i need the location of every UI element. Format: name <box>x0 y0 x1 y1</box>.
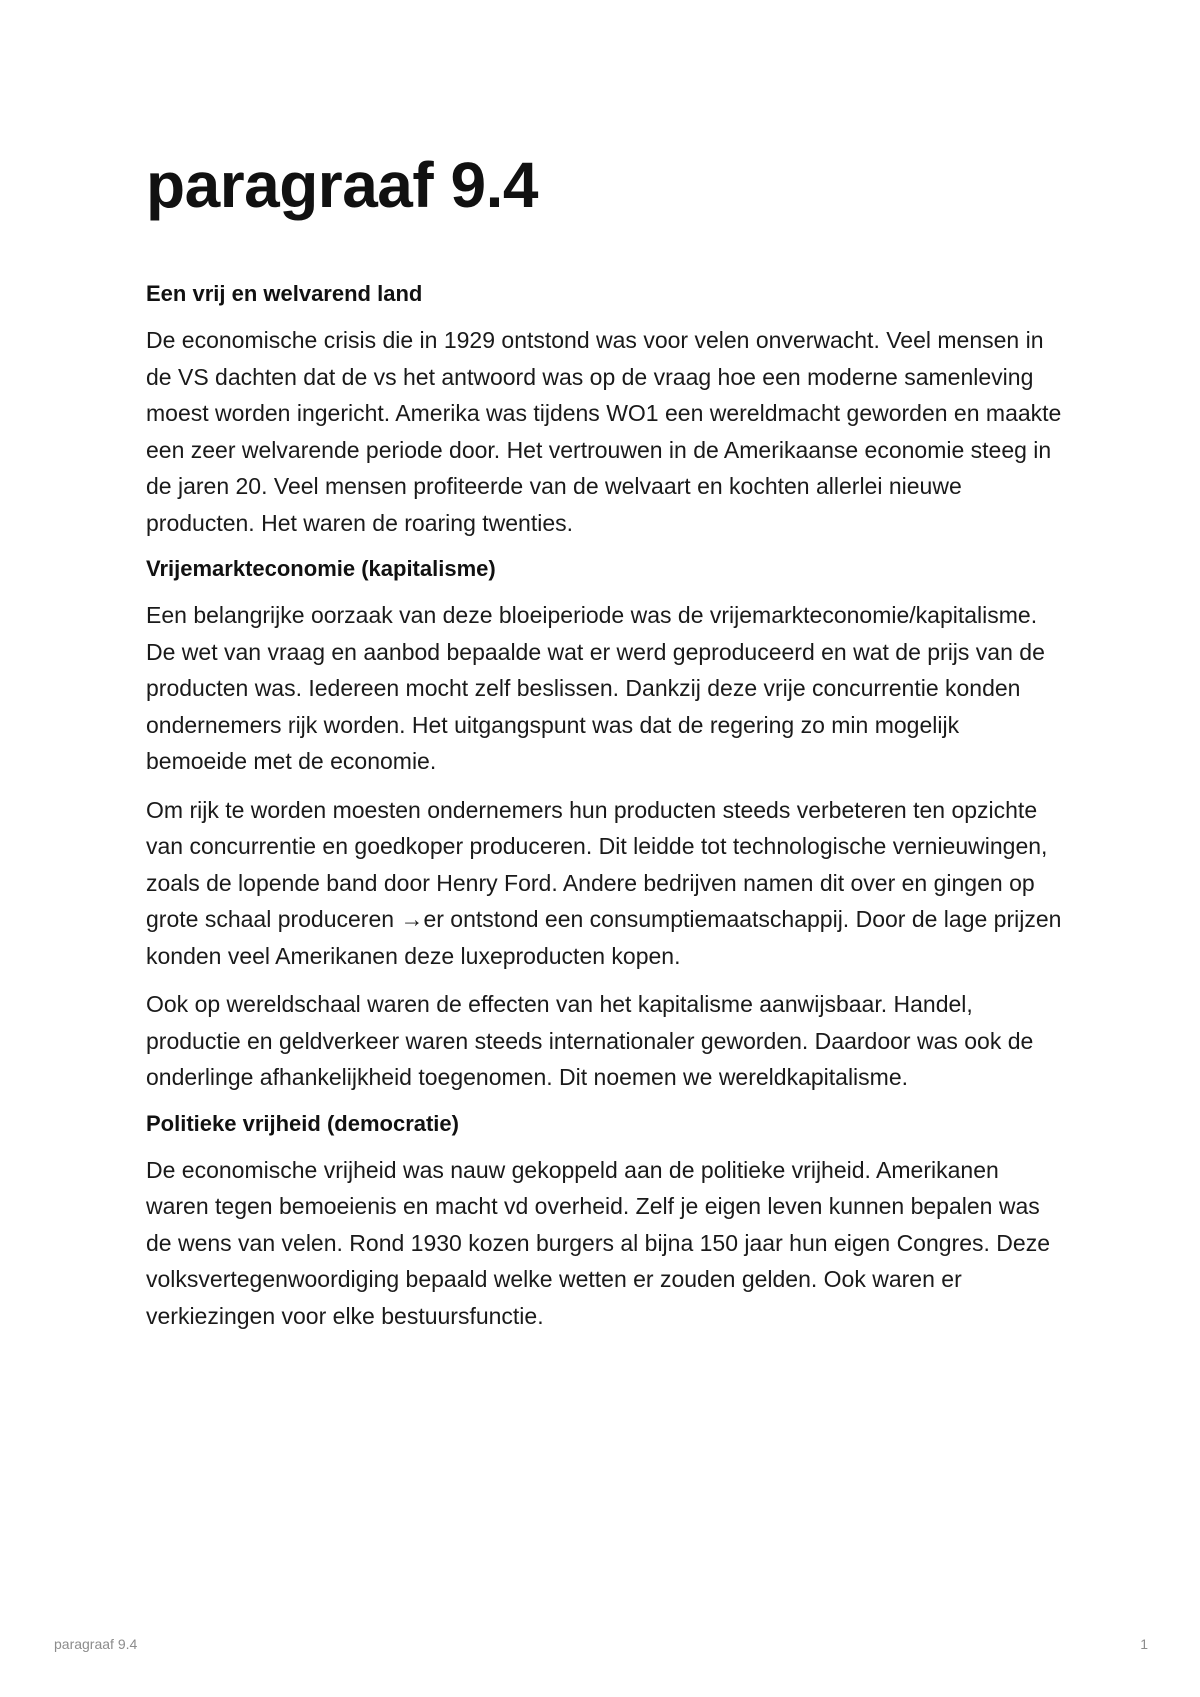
section-politieke-vrijheid <box>146 1108 1066 1335</box>
section-heading: Politieke vrijheid (democratie) <box>146 1110 459 1136</box>
page-content <box>146 150 1066 1346</box>
section-vrijemarkteconomie <box>146 553 1066 1096</box>
section-welvarend-land <box>146 278 1066 541</box>
paragraph: Een belangrijke oorzaak van deze bloeiperiode was de vrijemarkteconomie/kapitalisme. De wet van vraag en aanbod bepaalde wat er werd geproduceerd en wat de prijs van de producten was. Iedereen mocht zelf beslissen. Dankzij deze vrije concurrentie konden ondernemers rijk worden. Het uitgangspunt was dat de regering zo min mogelijk bemoeide met de economie. <box>146 602 1045 775</box>
footer-page-number: 1 <box>1140 1636 1148 1652</box>
paragraph: De economische crisis die in 1929 ontstond was voor velen onverwacht. Veel mensen in de VS dachten dat de vs het antwoord was op de vraag hoe een moderne samenleving moest worden ingericht. Amerika was tijdens WO1 een wereldmacht geworden en maakte een zeer welvarende periode door. Het vertrouwen in de Amerikaanse economie steeg in de jaren 20. Veel mensen profiteerde van de welvaart en kochten allerlei nieuwe producten. Het waren de roaring twenties. <box>146 327 1062 536</box>
page-title: paragraaf 9.4 <box>146 149 538 221</box>
paragraph: De economische vrijheid was nauw gekoppeld aan de politieke vrijheid. Amerikanen waren tegen bemoeienis en macht vd overheid. Zelf je eigen leven kunnen bepalen was de wens van velen. Rond 1930 kozen burgers al bijna 150 jaar hun eigen Congres. Deze volksvertegenwoordiging bepaald welke wetten er zouden gelden. Ook waren er verkiezingen voor elke bestuursfunctie. <box>146 1156 1050 1329</box>
paragraph: Om rijk te worden moesten ondernemers hun producten steeds verbeteren ten opzichte van concurrentie en goedkoper produceren. Dit leidde tot technologische vernieuwingen, zoals de lopende band door Henry Ford. Andere bedrijven namen dit over en gingen op grote schaal produceren →er ontstond een consumptiemaatschappij. Door de lage prijzen konden veel Amerikanen deze luxeproducten kopen. <box>146 796 1062 969</box>
paragraph: Ook op wereldschaal waren de effecten van het kapitalisme aanwijsbaar. Handel, productie en geldverkeer waren steeds internationaler geworden. Daardoor was ook de onderlinge afhankelijkheid toegenomen. Dit noemen we wereldkapitalisme. <box>146 991 1034 1091</box>
footer-document-title: paragraaf 9.4 <box>54 1636 138 1652</box>
section-heading: Een vrij en welvarend land <box>146 281 423 307</box>
section-heading: Vrijemarkteconomie (kapitalisme) <box>146 556 496 582</box>
